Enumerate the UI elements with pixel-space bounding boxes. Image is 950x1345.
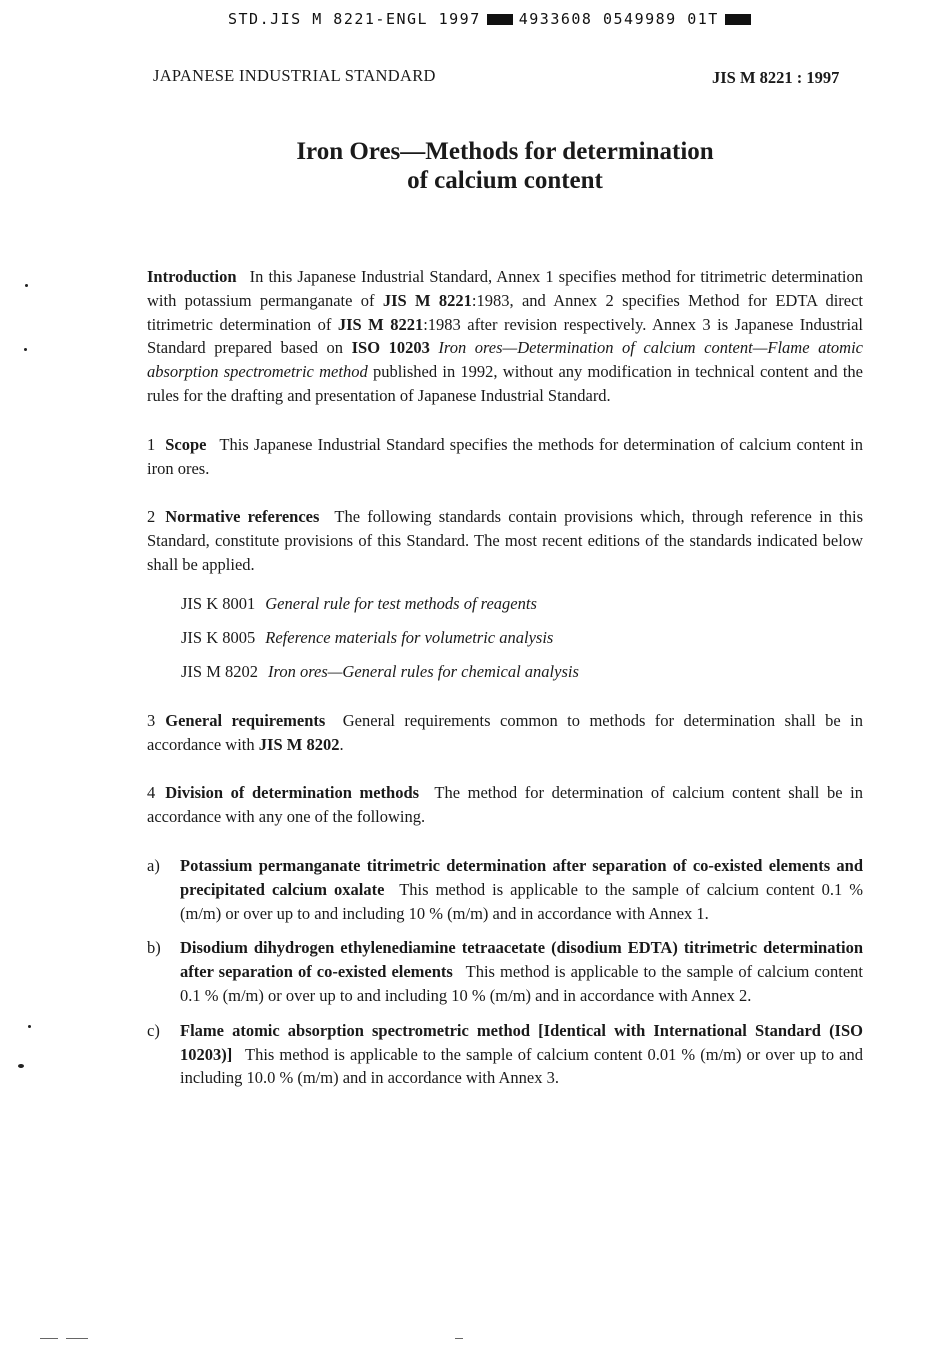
- page-title: [150, 137, 860, 195]
- normative-heading: Normative references: [165, 507, 320, 527]
- scan-speck: [18, 1064, 24, 1068]
- division-section: [147, 781, 863, 829]
- stamp-block-icon: [725, 14, 751, 25]
- reference-item: [181, 592, 863, 616]
- reference-title: Reference materials for volumetric analysis: [265, 627, 554, 647]
- general-ref: JIS M 8202: [258, 734, 340, 754]
- division-text: The method for determination of calcium content shall be in accordance with any one of the following.: [147, 783, 863, 827]
- method-item-a: [147, 854, 863, 925]
- method-item-c: [147, 1019, 863, 1090]
- reference-item: [181, 660, 863, 684]
- item-label: c): [147, 1020, 160, 1040]
- header-left: JAPANESE INDUSTRIAL STANDARD: [153, 66, 436, 85]
- reference-code: JIS K 8005: [181, 627, 256, 647]
- item-label: b): [147, 938, 161, 958]
- title-line-2: of calcium content: [407, 167, 603, 194]
- intro-ref-1: JIS M 8221: [382, 290, 472, 310]
- intro-ref-3: ISO 10203: [351, 338, 430, 358]
- normative-section: [147, 505, 863, 576]
- stamp-block-icon: [487, 14, 513, 25]
- division-number: 4: [147, 783, 156, 803]
- normative-text: The following standards contain provisions which, through reference in this Standard, constitute provisions of this Standard. The most recent editions of the standards indicated below shall be applied.: [147, 507, 863, 574]
- intro-ref-2: JIS M 8221: [337, 314, 424, 334]
- division-heading: Division of determination methods: [165, 783, 420, 803]
- item-text: This method is applicable to the sample of calcium content 0.01 % (m/m) or over up to and including 10.0 % (m/m) and in accordance with Annex 3.: [180, 1044, 863, 1088]
- scope-section: [147, 433, 863, 481]
- item-text: This method is applicable to the sample of calcium content 0.1 % (m/m) or over up to and including 10 % (m/m) and in accordance with Annex 2.: [180, 962, 864, 1005]
- intro-text-2: :1983, and Annex 2 specifies Method for EDTA direct titrimetric determination of: [147, 290, 864, 334]
- scan-line: [455, 1338, 463, 1339]
- introduction-section: [147, 265, 863, 408]
- scan-speck: [25, 284, 28, 287]
- stamp-text-b: 4933608 0549989 01T: [518, 10, 719, 28]
- reference-list: [181, 592, 863, 684]
- intro-text-1: In this Japanese Industrial Standard, Annex 1 specifies method for titrimetric determination with potassium permanganate of: [147, 267, 864, 310]
- intro-title-italic: Iron ores—Determination of calcium content—Flame atomic absorption spectrometric method: [147, 338, 863, 382]
- item-label: a): [147, 855, 160, 875]
- header-right: JIS M 8221 : 1997: [712, 68, 840, 87]
- scope-text: This Japanese Industrial Standard specifies the methods for determination of calcium content in iron ores.: [147, 434, 864, 478]
- reference-code: JIS K 8001: [181, 593, 256, 613]
- item-heading: Potassium permanganate titrimetric determination after separation of co-existed elements and precipitated calcium oxalate: [180, 855, 863, 899]
- item-heading: Flame atomic absorption spectrometric method [Identical with International Standard (ISO 10203)]: [180, 1020, 863, 1064]
- reference-title: Iron ores—General rules for chemical analysis: [268, 661, 579, 681]
- intro-text-3: :1983 after revision respectively. Annex 3 is Japanese Industrial Standard prepared based on: [147, 314, 864, 358]
- reference-title: General rule for test methods of reagents: [265, 593, 537, 613]
- general-heading: General requirements: [165, 710, 326, 730]
- item-heading: Disodium dihydrogen ethylenediamine tetraacetate (disodium EDTA) titrimetric determination after separation of co-existed elements: [180, 938, 863, 982]
- method-item-b: [147, 936, 863, 1007]
- scan-line: [40, 1338, 58, 1339]
- general-number: 3: [147, 710, 156, 730]
- reference-code: JIS M 8202: [181, 661, 259, 681]
- item-text: This method is applicable to the sample of calcium content 0.1 % (m/m) or over up to and including 10 % (m/m) and in accordance with Annex 1.: [180, 879, 864, 923]
- scan-speck: [24, 348, 27, 351]
- general-section: [147, 709, 863, 757]
- scan-speck: [28, 1025, 31, 1028]
- introduction-heading: Introduction: [147, 267, 237, 286]
- scan-line: [66, 1338, 88, 1339]
- title-line-1: Iron Ores—Methods for determination: [296, 138, 714, 165]
- scope-number: 1: [147, 434, 156, 454]
- stamp-text-a: STD.JIS M 8221-ENGL 1997: [228, 10, 481, 28]
- general-text: General requirements common to methods for determination shall be in accordance with: [147, 710, 864, 754]
- normative-number: 2: [147, 507, 156, 527]
- document-stamp: [228, 10, 757, 28]
- general-end: .: [339, 734, 344, 754]
- document-body: [147, 265, 863, 1101]
- scope-heading: Scope: [165, 434, 207, 454]
- intro-text-4: published in 1992, without any modification in technical content and the rules for the drafting and presentation of Japanese Industrial Standard.: [147, 362, 864, 405]
- reference-item: [181, 626, 863, 650]
